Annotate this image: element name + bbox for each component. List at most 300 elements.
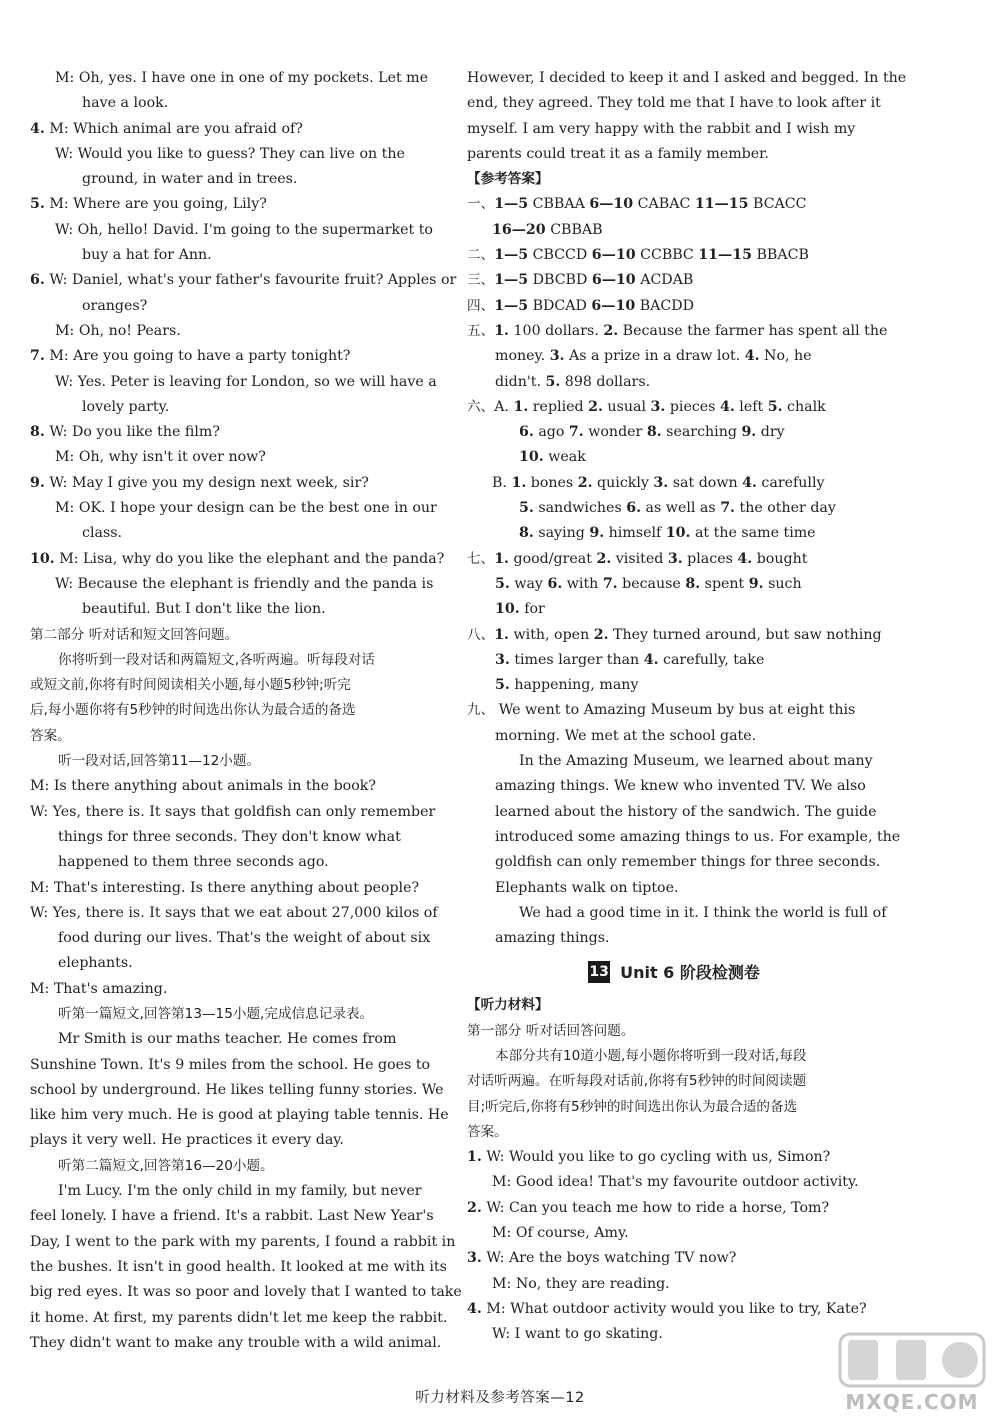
text-run: 八、 [467, 626, 495, 643]
text-run: amazing things. We knew who invented TV. We also [495, 778, 866, 795]
text-run: 五、 [467, 322, 495, 339]
text-run: 2. [603, 322, 619, 339]
text-run: 8. [646, 424, 662, 441]
text-run: 5. [495, 575, 510, 592]
text-run: 目;听完后,你将有5秒钟的时间选出你认为最合适的备选 [467, 1098, 798, 1115]
text-run: W: Can you teach me how to ride a horse, Tom? [481, 1199, 830, 1216]
text-line [30, 1280, 462, 1305]
text-run: 1—5 [494, 196, 529, 213]
text-run: 七、 [467, 550, 495, 567]
text-run: BBACB [751, 247, 809, 264]
text-line [30, 1078, 442, 1103]
text-run: M: Good idea! That's my favourite outdoor activity. [492, 1174, 859, 1191]
text-line [467, 648, 881, 673]
text-run: times larger than [509, 651, 644, 668]
text-run: spent [700, 575, 749, 592]
text-line [467, 218, 881, 243]
text-run: I'm Lucy. I'm the only child in my family, but never [58, 1183, 422, 1200]
text-run: M: No, they are reading. [492, 1275, 670, 1292]
text-run: usual [602, 398, 651, 415]
unit-heading [467, 955, 881, 989]
text-run: 1. [494, 322, 509, 339]
text-run: 4. [643, 651, 659, 668]
text-line [30, 471, 442, 496]
text-line [467, 66, 907, 91]
text-run: feel lonely. I have a friend. It's a rabbit. Last New Year's [30, 1208, 434, 1225]
text-run: saying [533, 525, 590, 542]
text-run: for [519, 601, 545, 618]
text-run: 7. [568, 424, 584, 441]
text-run: with, open [509, 626, 594, 643]
text-line [467, 749, 881, 774]
text-run: 【参考答案】 [467, 171, 549, 188]
text-run: introduced some amazing things to us. For example, the [495, 828, 901, 845]
text-run: 听一段对话,回答第11—12小题。 [58, 753, 261, 770]
text-run: with [562, 575, 603, 592]
text-run: 4. [467, 1300, 482, 1317]
watermark-stamp-icon [838, 1330, 986, 1390]
text-run: like him very much. He is good at playing table tennis. He [30, 1107, 449, 1124]
text-run: M: Of course, Amy. [492, 1225, 629, 1242]
text-line [30, 91, 442, 116]
text-line [30, 521, 442, 546]
text-run: 第一部分 听对话回答问题。 [467, 1022, 635, 1039]
text-run: way [509, 575, 548, 592]
text-line [30, 1255, 447, 1280]
text-run: 8. [685, 575, 701, 592]
text-run: myself. I am very happy with the rabbit and I wish my [467, 120, 856, 137]
text-run: 三、 [467, 272, 495, 289]
text-run: weak [543, 449, 586, 466]
text-line [467, 294, 881, 319]
text-line [467, 496, 881, 521]
text-run: CBCCD [528, 247, 592, 264]
text-line [467, 117, 881, 142]
text-run: good/great [509, 550, 597, 567]
text-run: food during our lives. That's the weight of about six [58, 930, 431, 947]
text-run: A. [494, 398, 514, 415]
text-run: 四、 [467, 297, 495, 314]
text-run: W: Are the boys watching TV now? [481, 1250, 737, 1267]
text-run: 10. [665, 525, 691, 542]
text-run: 6—10 [589, 196, 634, 213]
text-run: end, they agreed. They told me that I have to look after it [467, 95, 881, 112]
text-line [467, 572, 881, 597]
text-run: amazing things. [495, 930, 610, 947]
text-line [467, 1044, 881, 1069]
text-run: 1. [511, 474, 527, 491]
text-line [467, 800, 881, 825]
text-line [30, 66, 442, 91]
text-line [467, 597, 881, 622]
text-line [30, 1128, 442, 1153]
text-line [30, 547, 445, 572]
text-line [30, 926, 442, 951]
text-run: 3. [650, 398, 666, 415]
text-line [467, 673, 881, 698]
text-line [467, 1145, 881, 1170]
text-run: left [734, 398, 768, 415]
text-line [467, 825, 901, 850]
text-line [467, 1221, 881, 1246]
text-line [467, 1272, 881, 1297]
text-run: 11—15 [698, 247, 752, 264]
text-run: 本部分共有10道小题,每小题你将听到一段对话,每段 [495, 1047, 807, 1064]
text-run: replied [528, 398, 589, 415]
text-line [30, 977, 442, 1002]
text-run: plays it very well. He practices it every day. [30, 1132, 344, 1149]
text-run: 5. [30, 196, 45, 213]
text-run: 5. [495, 677, 510, 694]
text-run: visited [611, 550, 668, 567]
text-run: M: That's interesting. Is there anything about people? [30, 879, 420, 896]
text-line [30, 648, 442, 673]
text-line [30, 673, 442, 698]
text-run: M: OK. I hope your design can be the best one in our [55, 500, 437, 517]
text-line [30, 623, 442, 648]
text-run: 答案。 [467, 1123, 508, 1140]
text-run: Because the farmer has spent all the [618, 322, 888, 339]
text-run: As a prize in a draw lot. [564, 348, 745, 365]
text-run: M: Where are you going, Lily? [44, 196, 267, 213]
text-line [467, 344, 881, 369]
text-line [30, 142, 442, 167]
text-run: chalk [782, 398, 826, 415]
text-run: M: What outdoor activity would you like to try, Kate? [481, 1300, 867, 1317]
text-run: 九、 [467, 702, 495, 719]
text-line [467, 1095, 881, 1120]
text-line [467, 471, 881, 496]
text-line [30, 294, 442, 319]
text-run: didn't. [495, 373, 546, 390]
text-run: W: Do you like the film? [44, 424, 220, 441]
text-line [467, 521, 881, 546]
text-run: M: Oh, why isn't it over now? [55, 449, 266, 466]
text-run: M: Which animal are you afraid of? [44, 120, 303, 137]
text-run: because [617, 575, 686, 592]
text-run: 6. [626, 500, 642, 517]
text-run: 9. [748, 575, 764, 592]
text-run: sat down [668, 474, 743, 491]
text-run: have a look. [82, 95, 169, 112]
text-run: 6. [519, 424, 534, 441]
text-run: 100 dollars. [509, 322, 604, 339]
text-line [30, 496, 442, 521]
text-line [467, 142, 881, 167]
page-footer: 听力材料及参考答案—12 [415, 1390, 585, 1406]
text-run: it home. At first, my parents didn't let me keep the rabbit. [30, 1309, 448, 1326]
text-line [30, 597, 442, 622]
text-run: lovely party. [82, 398, 170, 415]
text-run: 一、 [467, 196, 495, 213]
text-line [30, 319, 442, 344]
text-line [30, 876, 442, 901]
text-run: happened to them three seconds ago. [58, 854, 329, 871]
text-line [30, 774, 442, 799]
text-line [467, 243, 881, 268]
text-run: 3. [467, 1250, 482, 1267]
text-line [30, 445, 442, 470]
text-run: elephants. [58, 955, 133, 972]
text-run: carefully [756, 474, 825, 491]
text-run: morning. We met at the school gate. [495, 727, 757, 744]
text-run: 3. [549, 348, 565, 365]
text-run: 5. [519, 500, 534, 517]
text-run: 4. [744, 348, 760, 365]
text-run: pieces [665, 398, 720, 415]
text-line [30, 192, 442, 217]
text-run: 5. [545, 373, 561, 390]
text-line [30, 243, 442, 268]
text-line [30, 724, 442, 749]
text-run: 10. [495, 601, 520, 618]
text-run: 5. [767, 398, 783, 415]
text-run: Sunshine Town. It's 9 miles from the school. He goes to [30, 1056, 431, 1073]
text-line [467, 1069, 881, 1094]
text-run: ago [533, 424, 569, 441]
text-run: 1—5 [494, 247, 529, 264]
text-line [30, 572, 442, 597]
text-run: BACDD [635, 297, 695, 314]
text-run: things for three seconds. They don't know what [58, 828, 401, 845]
text-run: 听第一篇短文,回答第13—15小题,完成信息记录表。 [58, 1005, 374, 1022]
text-run: class. [82, 525, 123, 542]
text-line [30, 1103, 449, 1128]
text-line [467, 850, 881, 875]
text-run: carefully, take [658, 651, 765, 668]
text-run: 后,每小题你将有5秒钟的时间选出你认为最合适的备选 [30, 702, 356, 719]
text-run: himself [604, 525, 666, 542]
text-line [30, 344, 442, 369]
text-run: W: I want to go skating. [492, 1326, 663, 1343]
text-run: happening, many [509, 677, 639, 694]
text-run: 10. [519, 449, 544, 466]
text-line [30, 420, 442, 445]
text-line [30, 1002, 442, 1027]
text-run: 1—5 [494, 297, 529, 314]
text-run: 9. [589, 525, 605, 542]
text-run: learned about the history of the sandwich. The guide [495, 803, 877, 820]
text-run: ground, in water and in trees. [82, 171, 298, 188]
text-run: goldfish can only remember things for three seconds. [495, 854, 881, 871]
text-run: M: Oh, no! Pears. [55, 322, 181, 339]
text-run: 2. [588, 398, 603, 415]
text-run: quickly [592, 474, 654, 491]
text-run: W: May I give you my design next week, sir? [44, 474, 369, 491]
text-run: bones [526, 474, 578, 491]
text-run: 2. [593, 626, 609, 643]
unit-title: Unit 6 阶段检测卷 [620, 962, 760, 982]
text-line [467, 192, 881, 217]
watermark [838, 1330, 986, 1416]
right-column [467, 66, 907, 1348]
text-run: 1. [513, 398, 529, 415]
text-run: ACDAB [635, 272, 694, 289]
text-run: dry [756, 424, 785, 441]
text-run: W: Yes, there is. It says that we eat about 27,000 kilos of [30, 904, 438, 921]
text-line [30, 218, 442, 243]
text-line [467, 623, 881, 648]
text-run: W: Yes. Peter is leaving for London, so we will have a [55, 373, 437, 390]
text-run: M: Is there anything about animals in the book? [30, 778, 376, 795]
text-line [30, 1306, 448, 1331]
text-run: They didn't want to make any trouble with a wild animal. [30, 1334, 442, 1351]
text-run: searching [661, 424, 742, 441]
text-line [30, 370, 442, 395]
text-run: B. [492, 474, 512, 491]
text-run: school by underground. He likes telling funny stories. We [30, 1081, 444, 1098]
text-run: 6—10 [591, 247, 636, 264]
unit-number-badge: 13 [588, 961, 610, 983]
text-run: 9. [30, 474, 45, 491]
text-run: 2. [467, 1199, 482, 1216]
text-run: 6—10 [591, 297, 636, 314]
text-run: W: Yes, there is. It says that goldfish can only remember [30, 803, 436, 820]
text-line [30, 1179, 442, 1204]
text-run: 1. [494, 550, 509, 567]
text-run: 2. [577, 474, 593, 491]
text-run: 1. [494, 626, 509, 643]
text-run: as well as [641, 500, 721, 517]
text-line [30, 117, 442, 142]
text-run: CBBAB [545, 221, 603, 238]
text-run: CABAC [633, 196, 695, 213]
text-line [30, 1204, 442, 1229]
text-line [467, 1322, 881, 1347]
text-run: We went to Amazing Museum by bus at eight this [494, 702, 856, 719]
text-run: 6—10 [591, 272, 636, 289]
text-run: the other day [735, 500, 836, 517]
text-line [467, 698, 881, 723]
text-run: They turned around, but saw nothing [608, 626, 882, 643]
text-run: W: Would you like to guess? They can live on the [55, 145, 405, 162]
text-run: Day, I went to the park with my parents, I found a rabbit in [30, 1233, 456, 1250]
text-run: 答案。 [30, 727, 71, 744]
text-run: 【听力材料】 [467, 997, 549, 1014]
text-run: 6. [30, 272, 45, 289]
text-run: M: Lisa, why do you like the elephant and the panda? [54, 550, 445, 567]
text-line [30, 1331, 442, 1356]
section-heading [467, 167, 881, 192]
text-run: places [682, 550, 738, 567]
text-run: W: Daniel, what's your father's favourite fruit? Apples or [44, 272, 457, 289]
text-run: No, he [759, 348, 812, 365]
text-run: 3. [495, 651, 510, 668]
text-line [467, 91, 881, 116]
text-run: Mr Smith is our maths teacher. He comes from [58, 1031, 397, 1048]
text-line [30, 825, 442, 850]
text-line [30, 800, 442, 825]
text-line [30, 1027, 442, 1052]
text-run: 9. [741, 424, 757, 441]
text-run: CBBAA [528, 196, 590, 213]
text-line [30, 749, 442, 774]
text-run: In the Amazing Museum, we learned about many [519, 753, 873, 770]
text-line [467, 370, 881, 395]
text-run: DBCBD [528, 272, 592, 289]
text-line [30, 1053, 442, 1078]
text-run: 4. [737, 550, 753, 567]
text-run: 你将听到一段对话和两篇短文,各听两遍。听每段对话 [58, 651, 375, 668]
text-run: We had a good time in it. I think the world is full of [519, 904, 887, 921]
text-run: 8. [519, 525, 534, 542]
text-run: 3. [653, 474, 669, 491]
text-line [30, 268, 457, 293]
text-run: Elephants walk on tiptoe. [495, 879, 679, 896]
text-line [30, 1230, 456, 1255]
text-run: 4. [719, 398, 735, 415]
text-line [30, 850, 442, 875]
text-run: wonder [583, 424, 647, 441]
text-run: 1. [467, 1149, 482, 1166]
text-line [467, 445, 881, 470]
left-column [30, 66, 462, 1356]
text-run: 4. [742, 474, 757, 491]
text-run: M: Are you going to have a party tonight? [44, 348, 351, 365]
text-line [467, 876, 881, 901]
text-run: 或短文前,你将有时间阅读相关小题,每小题5秒钟;听完 [30, 677, 351, 694]
text-line [467, 1246, 881, 1271]
text-line [467, 901, 887, 926]
text-line [467, 547, 881, 572]
text-run: 11—15 [694, 196, 749, 213]
section-heading [467, 993, 881, 1018]
text-run: 六、 [467, 398, 495, 415]
text-line [467, 395, 881, 420]
text-line [467, 420, 881, 445]
text-run: 7. [30, 348, 45, 365]
text-run: 7. [720, 500, 735, 517]
text-run: bought [752, 550, 808, 567]
text-run: 1—5 [494, 272, 529, 289]
text-run: 898 dollars. [560, 373, 651, 390]
text-line [467, 774, 881, 799]
text-run: M: That's amazing. [30, 980, 168, 997]
text-run: 对话听两遍。在听每段对话前,你将有5秒钟的时间阅读题 [467, 1073, 807, 1090]
text-line [467, 1120, 881, 1145]
text-run: W: Oh, hello! David. I'm going to the supermarket to [55, 221, 433, 238]
text-run: W: Because the elephant is friendly and the panda is [55, 575, 434, 592]
text-line [30, 901, 442, 926]
text-line [30, 1154, 442, 1179]
text-run: 16—20 [492, 221, 546, 238]
text-run: M: Oh, yes. I have one in one of my pockets. Let me [55, 70, 429, 86]
text-run: 2. [596, 550, 612, 567]
watermark-url: MXQE.COM [845, 1390, 979, 1414]
text-line [467, 1019, 881, 1044]
text-line [30, 167, 442, 192]
text-run: oranges? [82, 297, 148, 314]
text-run: CCBBC [635, 247, 699, 264]
text-run: beautiful. But I don't like the lion. [82, 601, 326, 618]
text-run: 4. [30, 120, 45, 137]
text-line [467, 319, 888, 344]
text-run: 10. [30, 550, 55, 567]
text-run: money. [495, 348, 550, 365]
text-line [467, 1170, 881, 1195]
text-run: However, I decided to keep it and I asked and begged. In the [467, 70, 907, 86]
text-line [467, 724, 881, 749]
text-run: BDCAD [528, 297, 592, 314]
text-line [30, 395, 442, 420]
text-run: 6. [547, 575, 563, 592]
text-run: at the same time [690, 525, 816, 542]
text-run: buy a hat for Ann. [82, 247, 212, 264]
text-run: 第二部分 听对话和短文回答问题。 [30, 626, 239, 643]
text-run: BCACC [748, 196, 807, 213]
text-line [467, 268, 881, 293]
text-run: 3. [667, 550, 683, 567]
